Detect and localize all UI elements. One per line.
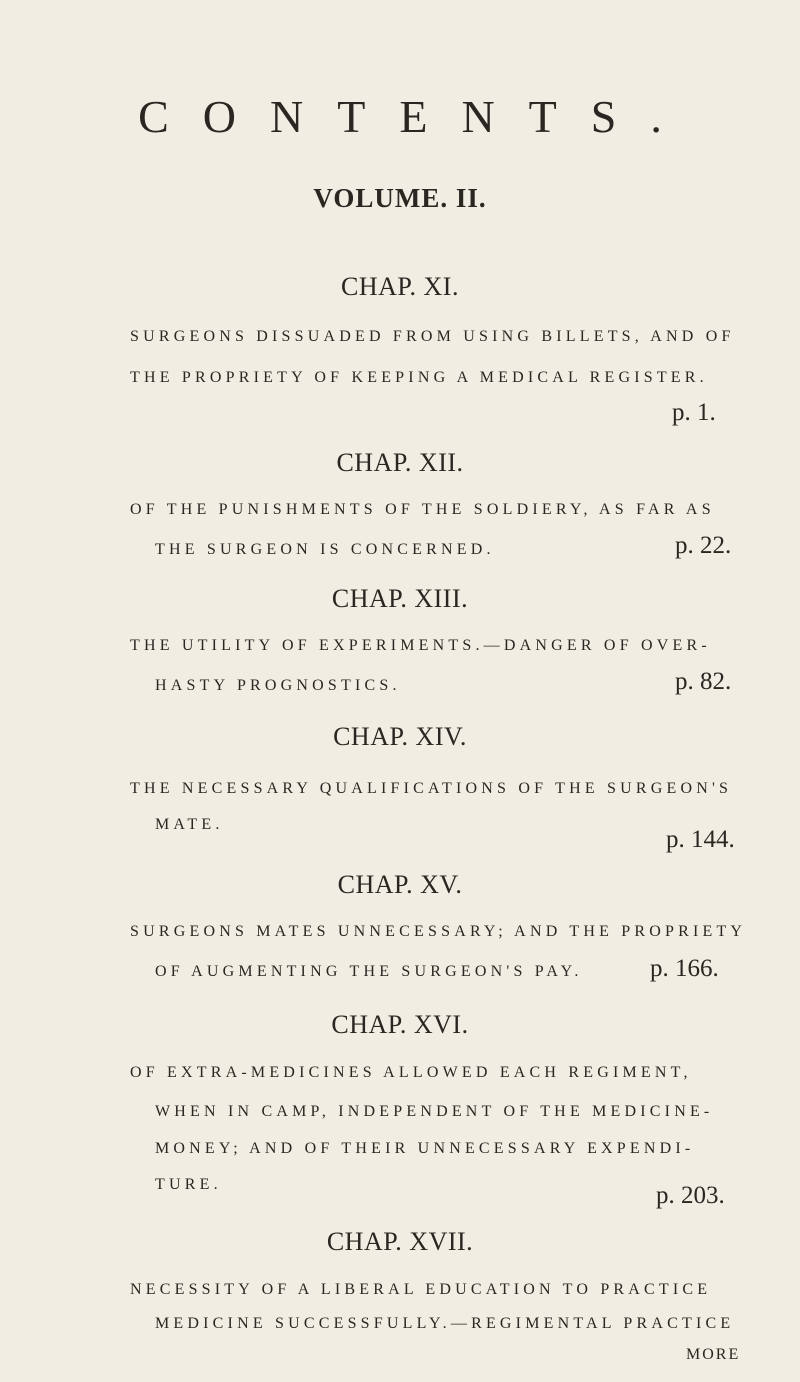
chapter-xiv-line-1: THE NECESSARY QUALIFICATIONS OF THE SURGEON'S [130,780,733,797]
volume-heading: VOLUME. II. [313,183,487,213]
chapter-heading-xvii: CHAP. XVII. [326,1227,474,1256]
chapter-heading-xii: CHAP. XII. [336,448,464,477]
chapter-xv-line-2: OF AUGMENTING THE SURGEON'S PAY. [155,963,583,980]
chapter-xi-line-2: THE PROPRIETY OF KEEPING A MEDICAL REGISTER. [130,369,708,386]
chapter-heading-xvi: CHAP. XVI. [331,1010,469,1039]
chapter-xii-line-2: THE SURGEON IS CONCERNED. [155,541,495,558]
catchword: MORE [686,1346,741,1363]
chapter-xv-page-ref: p. 166. [650,955,719,982]
chapter-xvi-line-2: WHEN IN CAMP, INDEPENDENT OF THE MEDICINE- [155,1103,714,1120]
chapter-xvi-line-4: TURE. [155,1176,222,1193]
chapter-heading-xiv: CHAP. XIV. [333,722,467,751]
chapter-xvi-page-ref: p. 203. [656,1182,725,1209]
chapter-xi-page-ref: p. 1. [672,399,716,426]
chapter-xvi-line-3: MONEY; AND OF THEIR UNNECESSARY EXPENDI- [155,1140,695,1157]
chapter-xvi-line-1: OF EXTRA-MEDICINES ALLOWED EACH REGIMENT, [130,1064,692,1081]
chapter-xvii-line-2: MEDICINE SUCCESSFULLY.—REGIMENTAL PRACTICE [155,1315,735,1332]
contents-title: CONTENTS. [138,91,696,142]
chapter-xvii-line-1: NECESSITY OF A LIBERAL EDUCATION TO PRACTICE [130,1281,712,1298]
chapter-heading-xi: CHAP. XI. [341,272,459,301]
chapter-xii-page-ref: p. 22. [675,532,732,559]
chapter-xiv-line-2: MATE. [155,816,224,833]
chapter-xi-line-1: SURGEONS DISSUADED FROM USING BILLETS, AND OF [130,328,735,345]
chapter-xiii-line-2: HASTY PROGNOSTICS. [155,677,401,694]
chapter-xiii-page-ref: p. 82. [675,668,732,695]
chapter-heading-xiii: CHAP. XIII. [331,584,469,613]
chapter-xv-line-1: SURGEONS MATES UNNECESSARY; AND THE PROPRIETY [130,923,747,940]
chapter-xii-line-1: OF THE PUNISHMENTS OF THE SOLDIERY, AS FAR AS [130,501,715,518]
chapter-xiii-line-1: THE UTILITY OF EXPERIMENTS.—DANGER OF OVER- [130,637,711,654]
chapter-heading-xv: CHAP. XV. [337,870,463,899]
chapter-xiv-page-ref: p. 144. [666,826,735,853]
